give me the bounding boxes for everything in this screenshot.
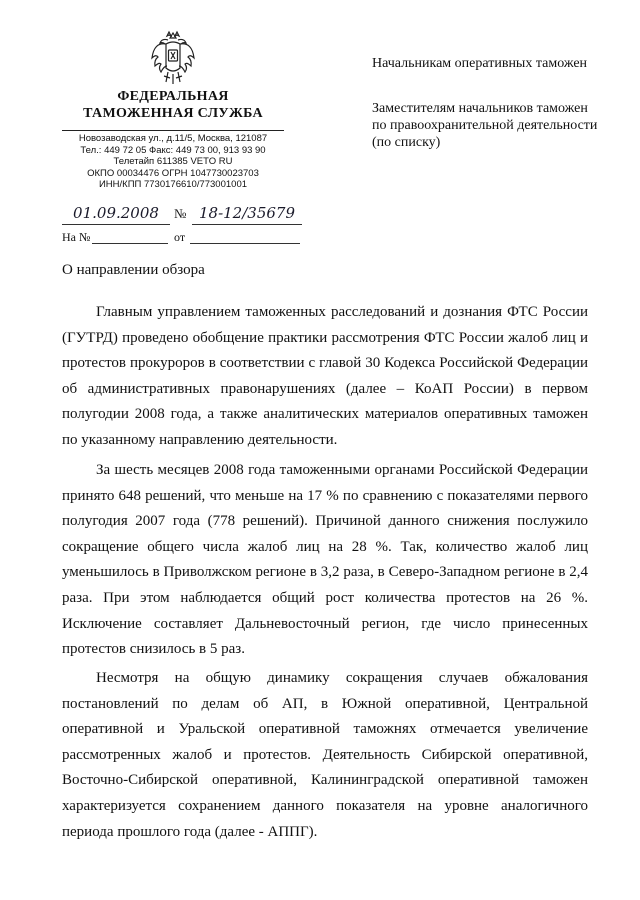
- organization-name: [60, 88, 286, 122]
- reference-date-label: от: [174, 230, 186, 244]
- body-paragraph-1: Главным управлением таможенных расследований и дознания ФТС России (ГУТРД) проведено обобщение практики рассмотрения ФТС России жалоб лиц и протестов прокуроров в соответствии с главой 30 Кодекса Российской Федерации об административных правонарушениях (далее – КоАП России) в первом полугодии 2008 года, а также аналитических материалов оперативных таможен по указанному направлению деятельности.: [62, 304, 588, 448]
- number-label: №: [174, 206, 187, 221]
- inn-kpp-line: ИНН/КПП 7730176610/773001001: [98, 179, 248, 190]
- reference-number-blank: [92, 243, 168, 244]
- reference-number-label: На №: [62, 230, 91, 244]
- address-divider: [62, 130, 284, 131]
- document-subject: О направлении обзора: [62, 262, 205, 278]
- registration-line: [62, 204, 302, 226]
- addressee-1: Начальникам оперативных таможен: [372, 56, 588, 71]
- body-paragraph-2: За шесть месяцев 2008 года таможенными органами Российской Федерации принято 648 решений, что меньше на 17 % по сравнению с показателями первого полугодия 2007 года (778 решений). Причиной данного снижения послужило сокращение общего числа жалоб лиц на 28 %. Так, количество жалоб лиц уменьшилось в Приволжском регионе в 3,2 раза, в Северо-Западном регионе в 2,4 раза. При этом наблюдается общий рост количества протестов на 26 %. Исключение составляет Дальневосточный регион, где число принесенных протестов снизилось в 5 раз.: [62, 462, 588, 658]
- organization-address-block: [62, 133, 284, 191]
- address-line: Новозаводская ул., д.11/5, Москва, 121087: [78, 133, 268, 144]
- state-emblem-icon: [150, 30, 196, 86]
- body-paragraph-3: Несмотря на общую динамику сокращения случаев обжалования постановлений по делам об АП, в Южной оперативной, Центральной оперативной и Уральской оперативной таможнях отмечается увеличение рассмотренных жалоб и протестов. Деятельность Сибирской оперативной, Восточно-Сибирской оперативной, Калининградской оперативной таможен характеризуется сохранением данного показателя на уровне аналогичного периода прошлого года (далее - АППГ).: [62, 670, 588, 840]
- teletype-line: Телетайп 611385 VETO RU: [113, 156, 233, 167]
- document-date: 01.09.2008: [62, 204, 170, 225]
- reference-date-blank: [190, 243, 300, 244]
- addressee-2: Заместителям начальников таможен по правоохранительной деятельности (по списку): [372, 101, 598, 150]
- org-name-line-2: ТАМОЖЕННАЯ СЛУЖБА: [83, 106, 263, 121]
- document-number: 18-12/35679: [192, 204, 302, 225]
- okpo-ogrn-line: ОКПО 00034476 ОГРН 1047730023703: [87, 167, 259, 179]
- org-name-line-1: ФЕДЕРАЛЬНАЯ: [117, 89, 229, 104]
- phone-fax-line: Тел.: 449 72 05 Факс: 449 73 00, 913 93 90: [80, 144, 266, 156]
